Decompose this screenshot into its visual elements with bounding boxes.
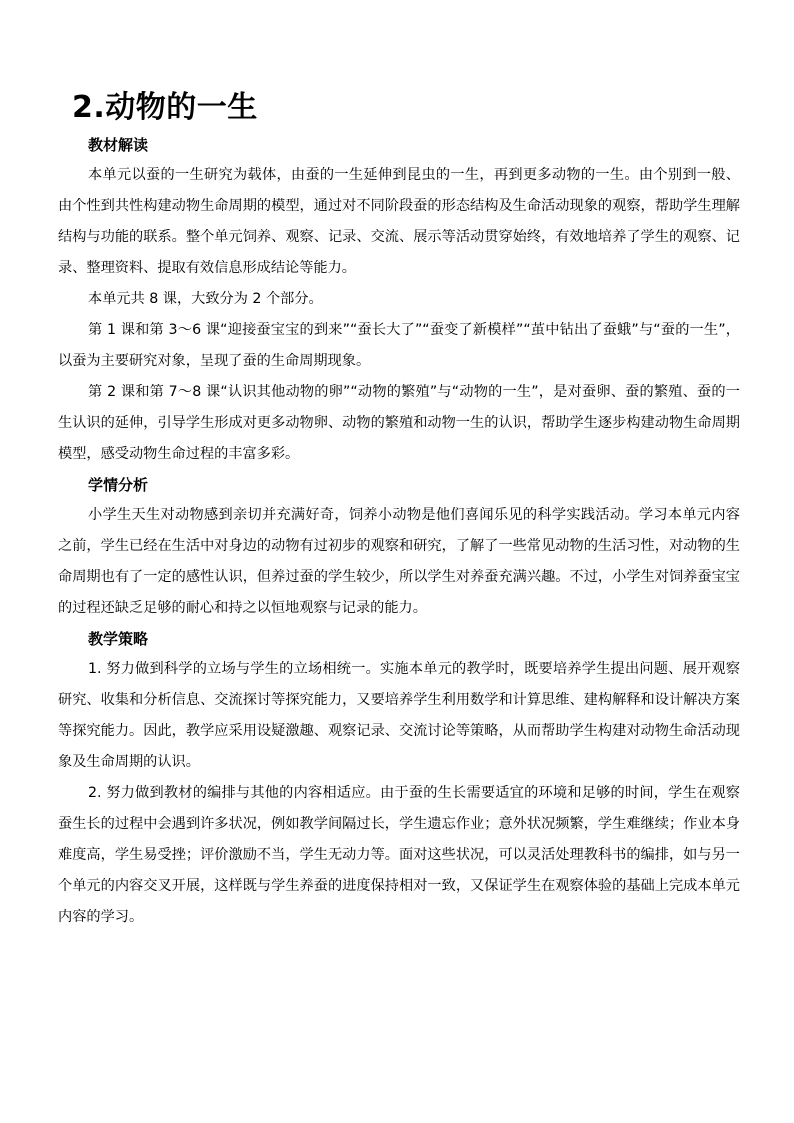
section-heading-celue: 教学策略 xyxy=(88,630,149,648)
document-body xyxy=(58,130,740,933)
paragraph: 第 1 课和第 3～6 课“迎接蚕宝宝的到来”“蚕长大了”“蚕变了新模样”“茧中钻出了蚕蛾”与“蚕的一生”，以蚕为主要研究对象，呈现了蚕的生命周期现象。 xyxy=(58,322,740,369)
section-heading-xueqing: 学情分析 xyxy=(88,476,149,494)
paragraph: 小学生天生对动物感到亲切并充满好奇，饲养小动物是他们喜闻乐见的科学实践活动。学习本单元内容之前，学生已经在生活中对身边的动物有过初步的观察和研究，了解了一些常见动物的生活习性，对动物的生命周期也有了一定的感性认识，但养过蚕的学生较少，所以学生对养蚕充满兴趣。不过，小学生对饲养蚕宝宝的过程还缺乏足够的耐心和持之以恒地观察与记录的能力。 xyxy=(58,507,740,616)
paragraph: 2. 努力做到教材的编排与其他的内容相适应。由于蚕的生长需要适宜的环境和足够的时间，学生在观察蚕生长的过程中会遇到许多状况，例如教学间隔过长，学生遗忘作业；意外状况频繁，学生难继续；作业本身难度高，学生易受挫；评价激励不当，学生无动力等。面对这些状况，可以灵活处理教科书的编排，如与另一个单元的内容交叉开展，这样既与学生养蚕的进度保持相对一致，又保证学生在观察体验的基础上完成本单元内容的学习。 xyxy=(58,785,740,925)
paragraph: 1. 努力做到科学的立场与学生的立场相统一。实施本单元的教学时，既要培养学生提出问题、展开观察研究、收集和分析信息、交流探讨等探究能力，又要培养学生利用数学和计算思维、建构解释和设计解决方案等探究能力。因此，教学应采用设疑激趣、观察记录、交流讨论等策略，从而帮助学生构建对动物生命活动现象及生命周期的认识。 xyxy=(58,661,740,770)
page-title: 2.动物的一生 xyxy=(72,90,258,125)
paragraph: 本单元共 8 课，大致分为 2 个部分。 xyxy=(88,291,323,307)
paragraph: 本单元以蚕的一生研究为载体，由蚕的一生延伸到昆虫的一生，再到更多动物的一生。由个别到一般、由个性到共性构建动物生命周期的模型，通过对不同阶段蚕的形态结构及生命活动现象的观察，帮助学生理解结构与功能的联系。整个单元饲养、观察、记录、交流、展示等活动贯穿始终，有效地培养了学生的观察、记录、整理资料、提取有效信息形成结论等能力。 xyxy=(58,167,740,276)
paragraph: 第 2 课和第 7～8 课“认识其他动物的卵”“动物的繁殖”与“动物的一生”，是对蚕卵、蚕的繁殖、蚕的一生认识的延伸，引导学生形成对更多动物卵、动物的繁殖和动物一生的认识，帮助学生逐步构建动物生命周期模型，感受动物生命过程的丰富多彩。 xyxy=(58,384,740,462)
section-heading-jiaocai: 教材解读 xyxy=(88,136,149,154)
